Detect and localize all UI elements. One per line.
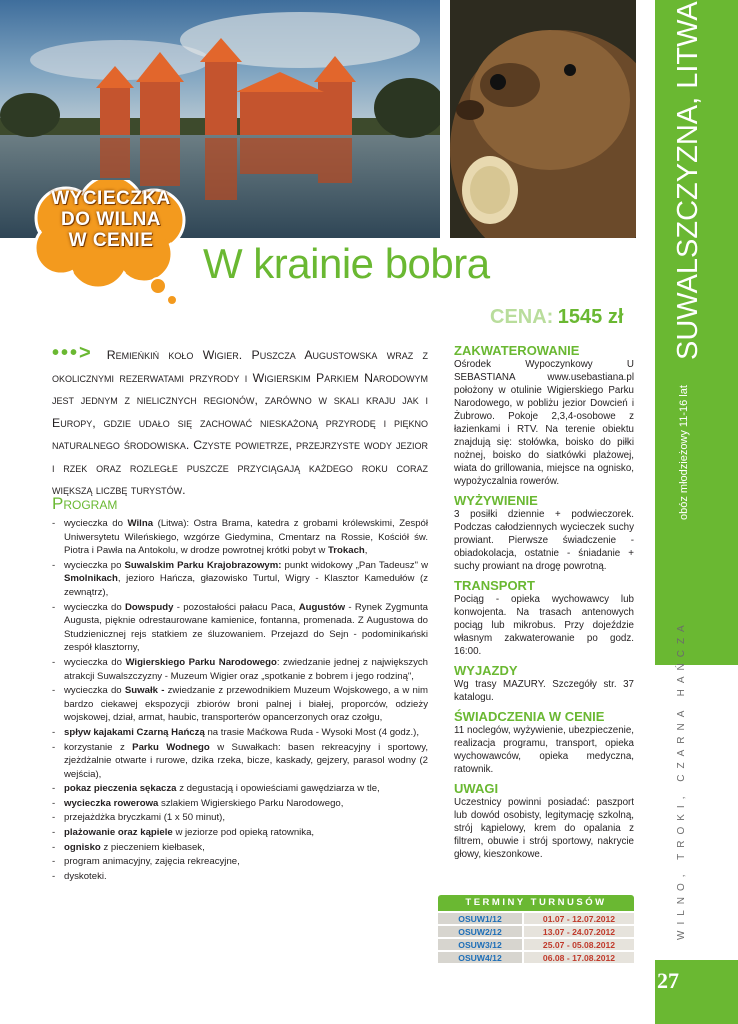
program-item-highlight: Trokach xyxy=(327,545,365,557)
program-item xyxy=(52,782,428,796)
program-item xyxy=(52,841,428,855)
program-item-highlight: Suwalskim Parku Krajobrazowym: xyxy=(124,559,282,571)
program-item xyxy=(52,601,428,655)
terms-row xyxy=(438,926,634,937)
program-item-text: korzystanie z xyxy=(64,741,133,753)
program-item-text: w Suwałkach: basen rekreacyjny i sportowy, zjeżdżalnie otwarte i rurowe, dzika rzeka, bicze, kaskady, gejzery, parasol wodny (2 wejścia), xyxy=(64,741,428,780)
program-item-text: , xyxy=(364,545,368,557)
section-heading: TRANSPORT xyxy=(454,578,535,593)
program-item-highlight: ognisko xyxy=(64,841,101,853)
section-text: Uczestnicy powinni posiadać: paszport lub dowód osobisty, legitymację szkolną, strój kąpielowy, krem do opalania z filtrem, obuwie i strój sportowy, nakrycie głowy, kieszonkowe. xyxy=(454,797,634,860)
program-item xyxy=(52,855,428,869)
terms-row xyxy=(438,939,634,950)
terms-row xyxy=(438,952,634,963)
program-item-highlight: Parku Wodnego xyxy=(132,741,210,753)
intro xyxy=(52,342,428,502)
program-item xyxy=(52,797,428,811)
term-dates: 06.08 - 17.08.2012 xyxy=(522,952,634,963)
section-heading: WYŻYWIENIE xyxy=(454,493,538,508)
program-item-text: z degustacją i opowieściami gawędziarza w tle, xyxy=(176,783,380,795)
details-column xyxy=(454,344,634,867)
program-item-text: program animacyjny, zajęcia rekreacyjne, xyxy=(64,856,240,868)
section-text: Wg trasy MAZURY. Szczegóły str. 37 katalogu. xyxy=(454,679,634,703)
program-item xyxy=(52,870,428,884)
program-list xyxy=(52,517,428,884)
program-item-highlight: wycieczka rowerowa xyxy=(64,797,159,809)
page-number: 27 xyxy=(657,968,679,993)
program-item-text: w jeziorze pod opieką ratownika, xyxy=(172,827,315,839)
price-label: CENA: xyxy=(490,306,554,328)
program-item-text: wycieczka do xyxy=(64,518,128,529)
price xyxy=(490,306,623,329)
program-item xyxy=(52,826,428,840)
program-item-text: wycieczka po xyxy=(64,559,125,571)
program-item-text: szlakiem Wigierskiego Parku Narodowego, xyxy=(158,797,344,809)
program-item-highlight: Wigierskiego Parku Narodowego xyxy=(125,656,277,668)
term-code: OSUW1/12 xyxy=(438,913,522,924)
program-item-highlight: Smolnikach xyxy=(64,573,118,585)
program-item-highlight: plażowanie oraz kąpiele xyxy=(64,827,173,839)
badge-line-1: WYCIECZKA xyxy=(51,188,171,209)
price-value: 1545 zł xyxy=(557,306,624,328)
term-code: OSUW2/12 xyxy=(438,926,522,937)
program-item-text: (Litwa): Ostra Brama, katedra z grobami królewskimi, Zespół Uniwersytetu Wileńskiego, wzgórze Giedymina, Cmentarz na Rossie, Kościół św. Piotra i Pawła na Antokolu, w drodze powrotnej krótki pobyt w xyxy=(64,518,428,557)
term-code: OSUW3/12 xyxy=(438,939,522,950)
program-item-text: z pieczeniem kiełbasek, xyxy=(100,841,205,853)
program-item-highlight: Dowspudy xyxy=(124,601,174,613)
program-heading: Program xyxy=(52,494,118,513)
trip-badge xyxy=(26,180,196,310)
badge-line-3: W CENIE xyxy=(68,230,154,251)
program-item-highlight: spływ kajakami Czarną Hańczą xyxy=(64,726,205,738)
section-heading: ŚWIADCZENIA W CENIE xyxy=(454,709,605,724)
program-item-highlight: Suwałk - xyxy=(124,685,165,697)
program-item xyxy=(52,517,428,558)
term-dates: 25.07 - 05.08.2012 xyxy=(522,939,634,950)
section-heading: WYJAZDY xyxy=(454,663,518,678)
arrow-icon: •••> xyxy=(52,342,93,364)
terms-heading: TERMINY TURNUSÓW xyxy=(438,895,634,911)
program-item-text: punkt widokowy „Pan Tadeusz" w xyxy=(281,559,428,571)
terms-row xyxy=(438,913,634,924)
program-item-text: przejażdżka bryczkami (1 x 50 minut), xyxy=(64,812,226,824)
program-item-text: zwiedzanie z przewodnikiem Muzeum Wojskowego, a w nim bardzo ciekawej ekspozycji zbiorów broni palnej i białej, proporców, odzieży wojskowej, dział, armat, haubic, transporterów opancerzonych oraz czołgu, xyxy=(64,685,428,724)
section-text: Ośrodek Wypoczynkowy U SEBASTIANA www.usebastiana.pl położony w otulinie Wigierskiego Parku Narodowego, w pobliżu jezior Dowcień i Żubrowo. Pokoje 2,3,4-osobowe z łazienkami i RTV. Na terenie obiektu znajdują się: stołówka, boisko do piłki nożnej, boisko do siatkówki plażowej, wiata do grillowania, miejsce na ognisko, wypożyczalnia rowerów. xyxy=(454,359,634,487)
program-item-text: na trasie Maćkowa Ruda - Wysoki Most (4 godz.), xyxy=(204,726,420,738)
intro-text: Remieńkiń koło Wigier. Puszcza Augustowska wraz z okolicznymi rezerwatami przyrody i Wigierskim Parkiem Narodowym jest jednym z nielicznych regionów, zarówno w skali kraju jak i Europy, gdzie udało się zachować nieskażoną przyrodę i piękno naturalnego środowiska. Czyste powietrze, przejrzyste wody jezior i rzek oraz rozległe puszcze przyciągają każdego roku coraz większą liczbę turystów. xyxy=(52,348,428,497)
program-item xyxy=(52,741,428,782)
section-heading: ZAKWATEROWANIE xyxy=(454,343,580,358)
program-item xyxy=(52,684,428,725)
section-text: 11 noclegów, wyżywienie, ubezpieczenie, realizacja programu, transport, opieka wychowawców, opieka medyczna, ratownik. xyxy=(454,725,634,775)
term-dates: 13.07 - 24.07.2012 xyxy=(522,926,634,937)
camp-subtitle-text: obóz młodzieżowy 11-16 lat xyxy=(678,385,690,520)
term-dates: 01.07 - 12.07.2012 xyxy=(522,913,634,924)
program-item-text: wycieczka do xyxy=(64,601,125,613)
program-item-highlight: Augustów xyxy=(298,601,346,613)
program-item xyxy=(52,656,428,683)
program-item-highlight: Wilna xyxy=(127,518,154,529)
beaver-photo xyxy=(450,0,636,238)
page-title: W krainie bobra xyxy=(203,240,490,287)
region-title-text: SUWALSZCZYZNA, LITWA xyxy=(672,1,704,360)
program-item-text: wycieczka do xyxy=(64,685,125,697)
program-item-text: - Rynek Zygmunta Augusta, pięknie odrestaurowane kamienice, fontanna, promenada. Z Augustowa do Studzienicznej rejs statkiem ze śluzowaniem. Przejazd do Sejn - podominikański zespół klasztorny, xyxy=(64,601,429,654)
program-item-highlight: pokaz pieczenia sękacza xyxy=(64,783,177,795)
section-text: Pociąg - opieka wychowawcy lub konwojenta. Na trasach antenowych pociąg lub mikrobus. Przy dojeździe własnym zakwaterowanie po godz. 16:00. xyxy=(454,594,634,657)
badge-line-2: DO WILNA xyxy=(60,209,162,230)
places-text: WILNO, TROKI, CZARNA HAŃCZA xyxy=(676,619,687,940)
terms-table xyxy=(438,895,634,965)
program-item-text: dyskoteki. xyxy=(64,870,107,882)
program-item-text: - pozostałości pałacu Paca, xyxy=(173,601,299,613)
program-item xyxy=(52,559,428,600)
term-code: OSUW4/12 xyxy=(438,952,522,963)
section-heading: UWAGI xyxy=(454,781,499,796)
program-item-text: : zwiedzanie jednej z największych atrakcji Suwalszczyzny - Muzeum Wigier oraz „spotkanie z bobrem i jego rodziną", xyxy=(64,656,429,682)
program-item xyxy=(52,726,428,740)
program-item-text: , jezioro Hańcza, głazowisko Turtul, Wigry - Klasztor Kamedułów (z zewnątrz), xyxy=(64,573,428,598)
section-text: 3 posiłki dziennie + podwieczorek. Podczas całodziennych wycieczek suchy prowiant. Pierwsze świadczenie - obiadokolacja, ostatnie - śniadanie + suchy prowiant na drogę powrotną. xyxy=(454,509,634,572)
program-item-text: wycieczka do xyxy=(64,656,126,668)
program-item xyxy=(52,811,428,825)
